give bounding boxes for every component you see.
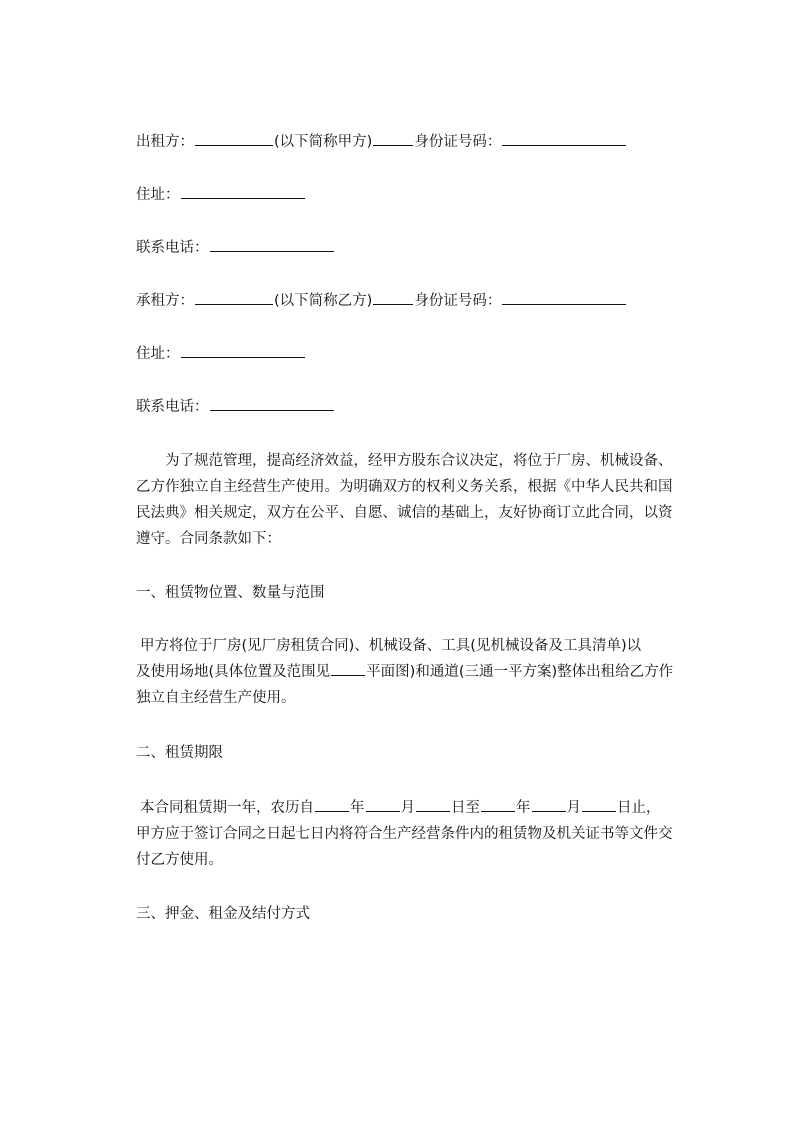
intro-line-4: 遵守。合同条款如下： xyxy=(136,531,281,547)
lessee-line xyxy=(136,290,627,311)
section2-prefix: 本合同租赁期一年，农历自 xyxy=(140,800,314,816)
section1-line-2 xyxy=(136,659,696,685)
end-month-blank xyxy=(532,797,566,812)
section2-paragraph xyxy=(136,795,696,873)
section1-line-3: 独立自主经营生产使用。 xyxy=(136,690,296,706)
lessee-id-label: 身份证号码： xyxy=(414,293,502,309)
lessor-alias: (以下简称甲方) xyxy=(274,134,373,150)
intro-line-1: 为了规范管理，提高经济效益，经甲方股东合议决定，将位于厂房、机械设备、 xyxy=(165,453,673,469)
lessee-short-blank xyxy=(373,290,413,305)
lessee-name-blank xyxy=(195,290,273,305)
lessor-name-blank xyxy=(195,131,273,146)
end-day-blank xyxy=(582,797,616,812)
start-day-blank xyxy=(416,797,450,812)
end-month-label: 月 xyxy=(566,800,581,816)
section2-line-1 xyxy=(136,795,696,821)
section2-heading: 二、租赁期限 xyxy=(136,745,223,761)
start-year-blank xyxy=(315,797,349,812)
lessor-short-blank xyxy=(373,131,413,146)
section1-line-2b: 平面图)和通道(三通一平方案)整体出租给乙方作 xyxy=(366,664,674,680)
section2-line-3: 付乙方使用。 xyxy=(136,852,223,868)
plan-blank xyxy=(331,661,365,676)
start-month-blank xyxy=(366,797,400,812)
lessee-phone-line xyxy=(136,396,335,417)
start-year-label: 年 xyxy=(350,800,365,816)
lessor-label: 出租方： xyxy=(136,134,194,150)
section1-heading: 一、租赁物位置、数量与范围 xyxy=(136,585,325,601)
start-month-label: 月 xyxy=(400,800,415,816)
lessor-id-label: 身份证号码： xyxy=(414,134,502,150)
lessor-line xyxy=(136,131,627,152)
lessee-phone-blank xyxy=(210,396,334,411)
lessee-label: 承租方： xyxy=(136,293,194,309)
lessee-alias: (以下简称乙方) xyxy=(274,293,373,309)
lessor-address-line xyxy=(136,184,306,205)
lessee-id-blank xyxy=(502,290,626,305)
day-to-label: 日至 xyxy=(451,800,480,816)
intro-paragraph xyxy=(136,448,696,552)
lessor-phone-label: 联系电话： xyxy=(136,240,209,256)
lessee-address-blank xyxy=(181,343,305,358)
section2-line-2: 甲方应于签订合同之日起七日内将符合生产经营条件内的租赁物及机关证书等文件交 xyxy=(136,826,673,842)
lessee-address-label: 住址： xyxy=(136,346,180,362)
section1-paragraph xyxy=(136,633,696,711)
lessor-phone-blank xyxy=(210,237,334,252)
end-year-label: 年 xyxy=(516,800,531,816)
lessor-address-label: 住址： xyxy=(136,187,180,203)
section1-line-2a: 及使用场地(具体位置及范围见 xyxy=(136,664,331,680)
day-end-label: 日止， xyxy=(617,800,661,816)
intro-line-3: 民法典》相关规定，双方在公平、自愿、诚信的基础上，友好协商订立此合同，以资 xyxy=(136,505,673,521)
lessee-phone-label: 联系电话： xyxy=(136,399,209,415)
end-year-blank xyxy=(481,797,515,812)
section3-heading: 三、押金、租金及结付方式 xyxy=(136,906,310,922)
lessor-phone-line xyxy=(136,237,335,258)
lessor-id-blank xyxy=(502,131,626,146)
section1-line-1: 甲方将位于厂房(见厂房租赁合同)、机械设备、工具(见机械设备及工具清单)以 xyxy=(140,638,642,654)
lessee-address-line xyxy=(136,343,306,364)
lessor-address-blank xyxy=(181,184,305,199)
intro-line-2: 乙方作独立自主经营生产使用。为明确双方的权利义务关系，根据《中华人民共和国 xyxy=(136,479,673,495)
